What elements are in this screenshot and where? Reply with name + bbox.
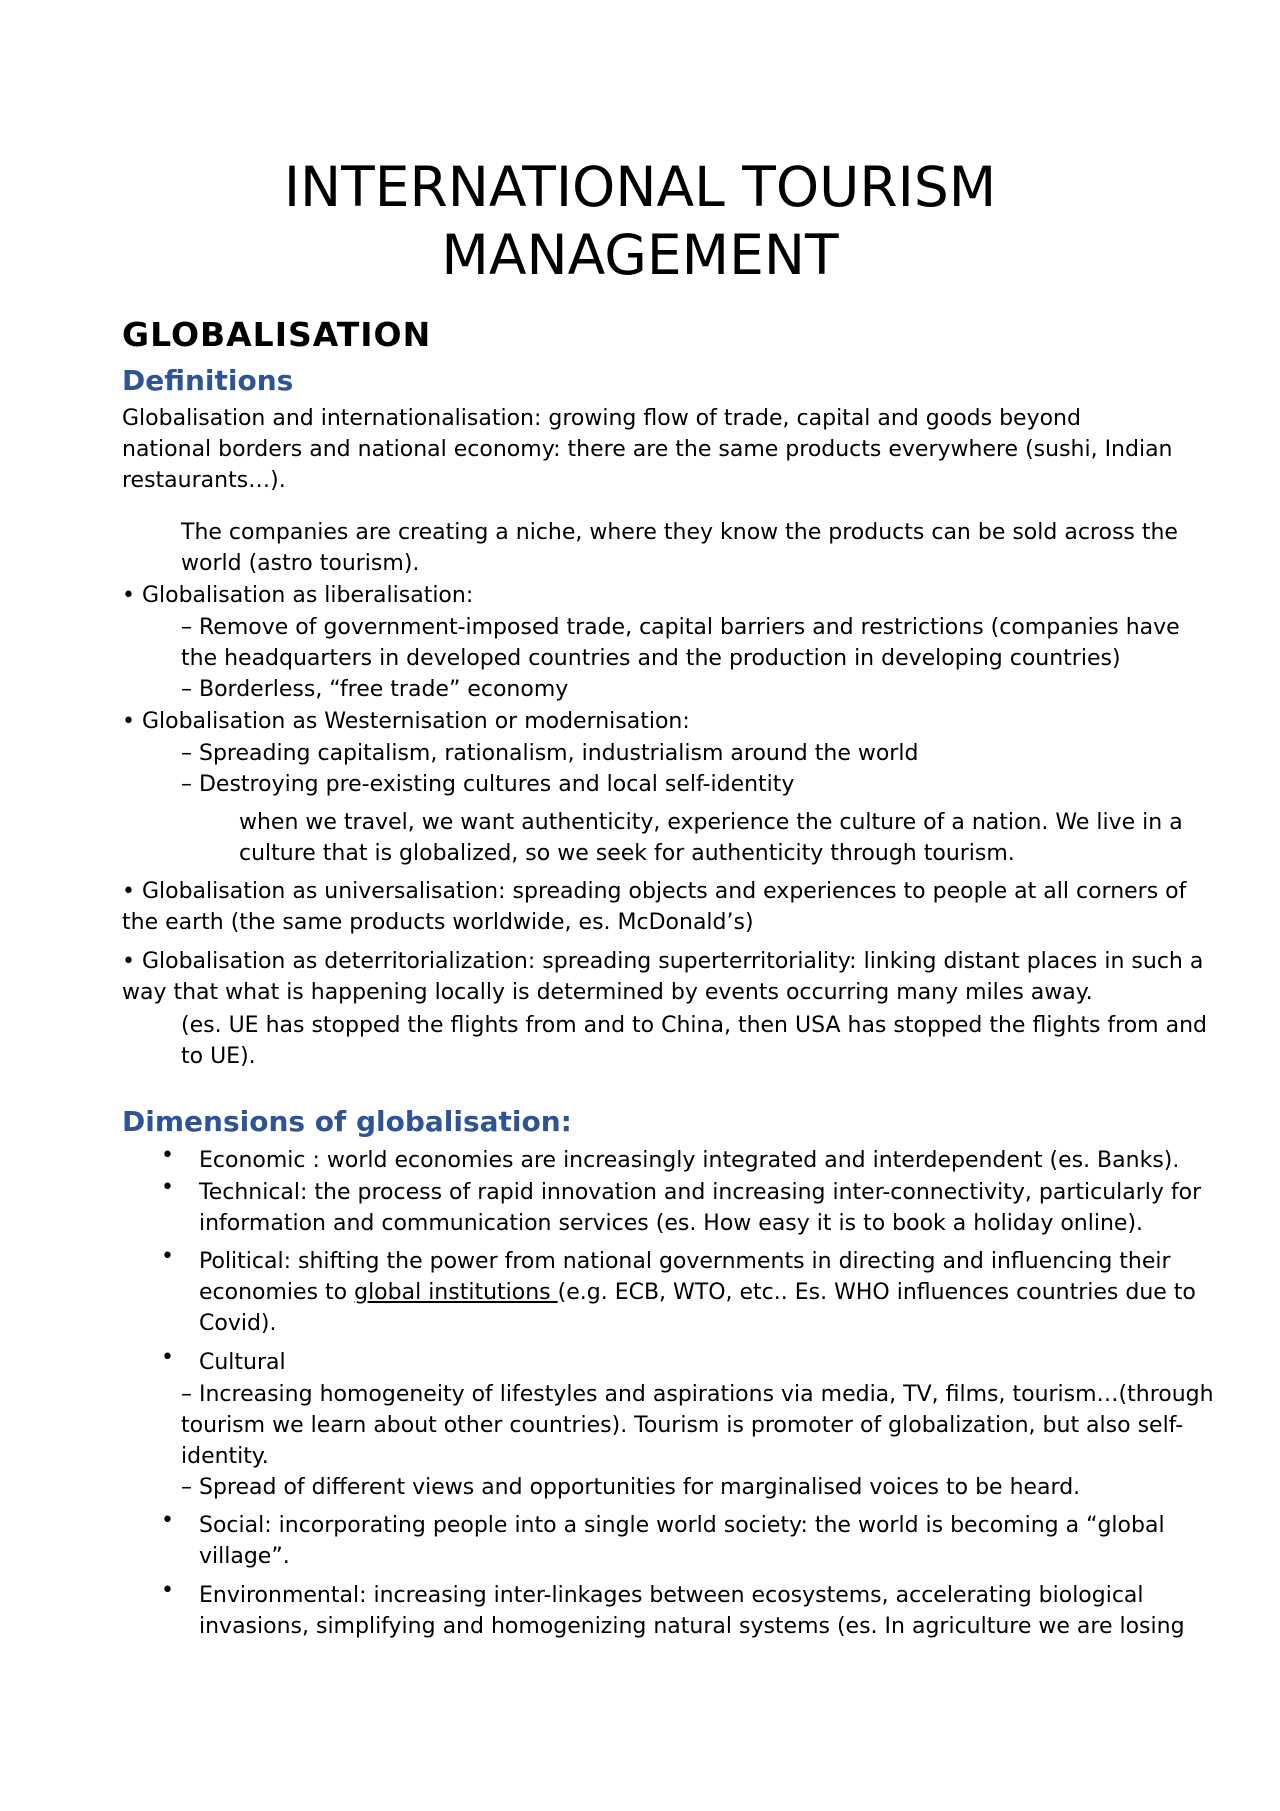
westernisation-item: • Globalisation as Westernisation or modernisation:	[122, 709, 690, 734]
bullet-environmental: •	[161, 1578, 174, 1603]
liberalisation-item: • Globalisation as liberalisation:	[122, 583, 474, 608]
authenticity-note: when we travel, we want authenticity, experience the culture of a nation. We live in a culture that is globalized, so we seek for authenticity through tourism.	[239, 810, 1183, 866]
global-institutions-link[interactable]: global institutions	[354, 1280, 558, 1305]
dimension-environmental: Environmental: increasing inter-linkages between ecosystems, accelerating biological invasions, simplifying and homogenizing natural systems (es. In agriculture we are losing	[199, 1583, 1185, 1639]
bullet-political: •	[161, 1244, 174, 1269]
universalisation-item: • Globalisation as universalisation: spreading objects and experiences to people at all corners of the earth (the same products worldwide, es. McDonald’s)	[122, 879, 1187, 935]
dimension-economic: Economic : world economies are increasingly integrated and interdependent (es. Banks).	[199, 1148, 1180, 1173]
bullet-economic: •	[161, 1143, 174, 1168]
deterritorialization-item: • Globalisation as deterritorialization: spreading superterritoriality: linking distant places in such a way that what is happening locally is determined by events occurring many miles away.	[122, 949, 1204, 1005]
deterritorialization-example: (es. UE has stopped the flights from and to China, then USA has stopped the flights from and to UE).	[181, 1013, 1207, 1069]
liberalisation-details: – Remove of government-imposed trade, capital barriers and restrictions (companies have the headquarters in developed countries and the production in developing countries) – Borderless, “free trade” economy	[181, 615, 1180, 702]
title-line-1: INTERNATIONAL TOURISM	[283, 155, 997, 219]
dimension-political: Political: shifting the power from national governments in directing and influencing their economies to global institutions (e.g. ECB, WTO, etc.. Es. WHO influences countries due to Covid).	[199, 1249, 1196, 1336]
cultural-details: – Increasing homogeneity of lifestyles and aspirations via media, TV, films, tourism…(through tourism we learn about other countries). Tourism is promoter of globalization, but also self- identity. – Spread of different views and opportunities for marginalised voices to be heard.	[181, 1382, 1214, 1500]
subheading-dimensions: Dimensions of globalisation:	[122, 1105, 572, 1138]
bullet-cultural: •	[161, 1345, 174, 1370]
dimension-cultural: Cultural	[199, 1350, 286, 1375]
westernisation-details: – Spreading capitalism, rationalism, industrialism around the world – Destroying pre-existing cultures and local self-identity	[181, 741, 919, 797]
bullet-technical: •	[161, 1175, 174, 1200]
dimension-technical: Technical: the process of rapid innovation and increasing inter-connectivity, particularly for information and communication services (es. How easy it is to book a holiday online).	[199, 1180, 1202, 1236]
niche-paragraph: The companies are creating a niche, where they know the products can be sold across the world (astro tourism).	[181, 520, 1178, 576]
dimension-social: Social: incorporating people into a single world society: the world is becoming a “global village”.	[199, 1513, 1165, 1569]
subheading-definitions: Definitions	[122, 364, 294, 397]
bullet-social: •	[161, 1508, 174, 1533]
title-line-2: MANAGEMENT	[441, 223, 839, 287]
section-heading-globalisation: GLOBALISATION	[122, 315, 432, 354]
document-title	[0, 153, 1280, 289]
definitions-intro: Globalisation and internationalisation: growing flow of trade, capital and goods beyond national borders and national economy: there are the same products everywhere (sushi, Indian restaurants…).	[122, 406, 1173, 493]
